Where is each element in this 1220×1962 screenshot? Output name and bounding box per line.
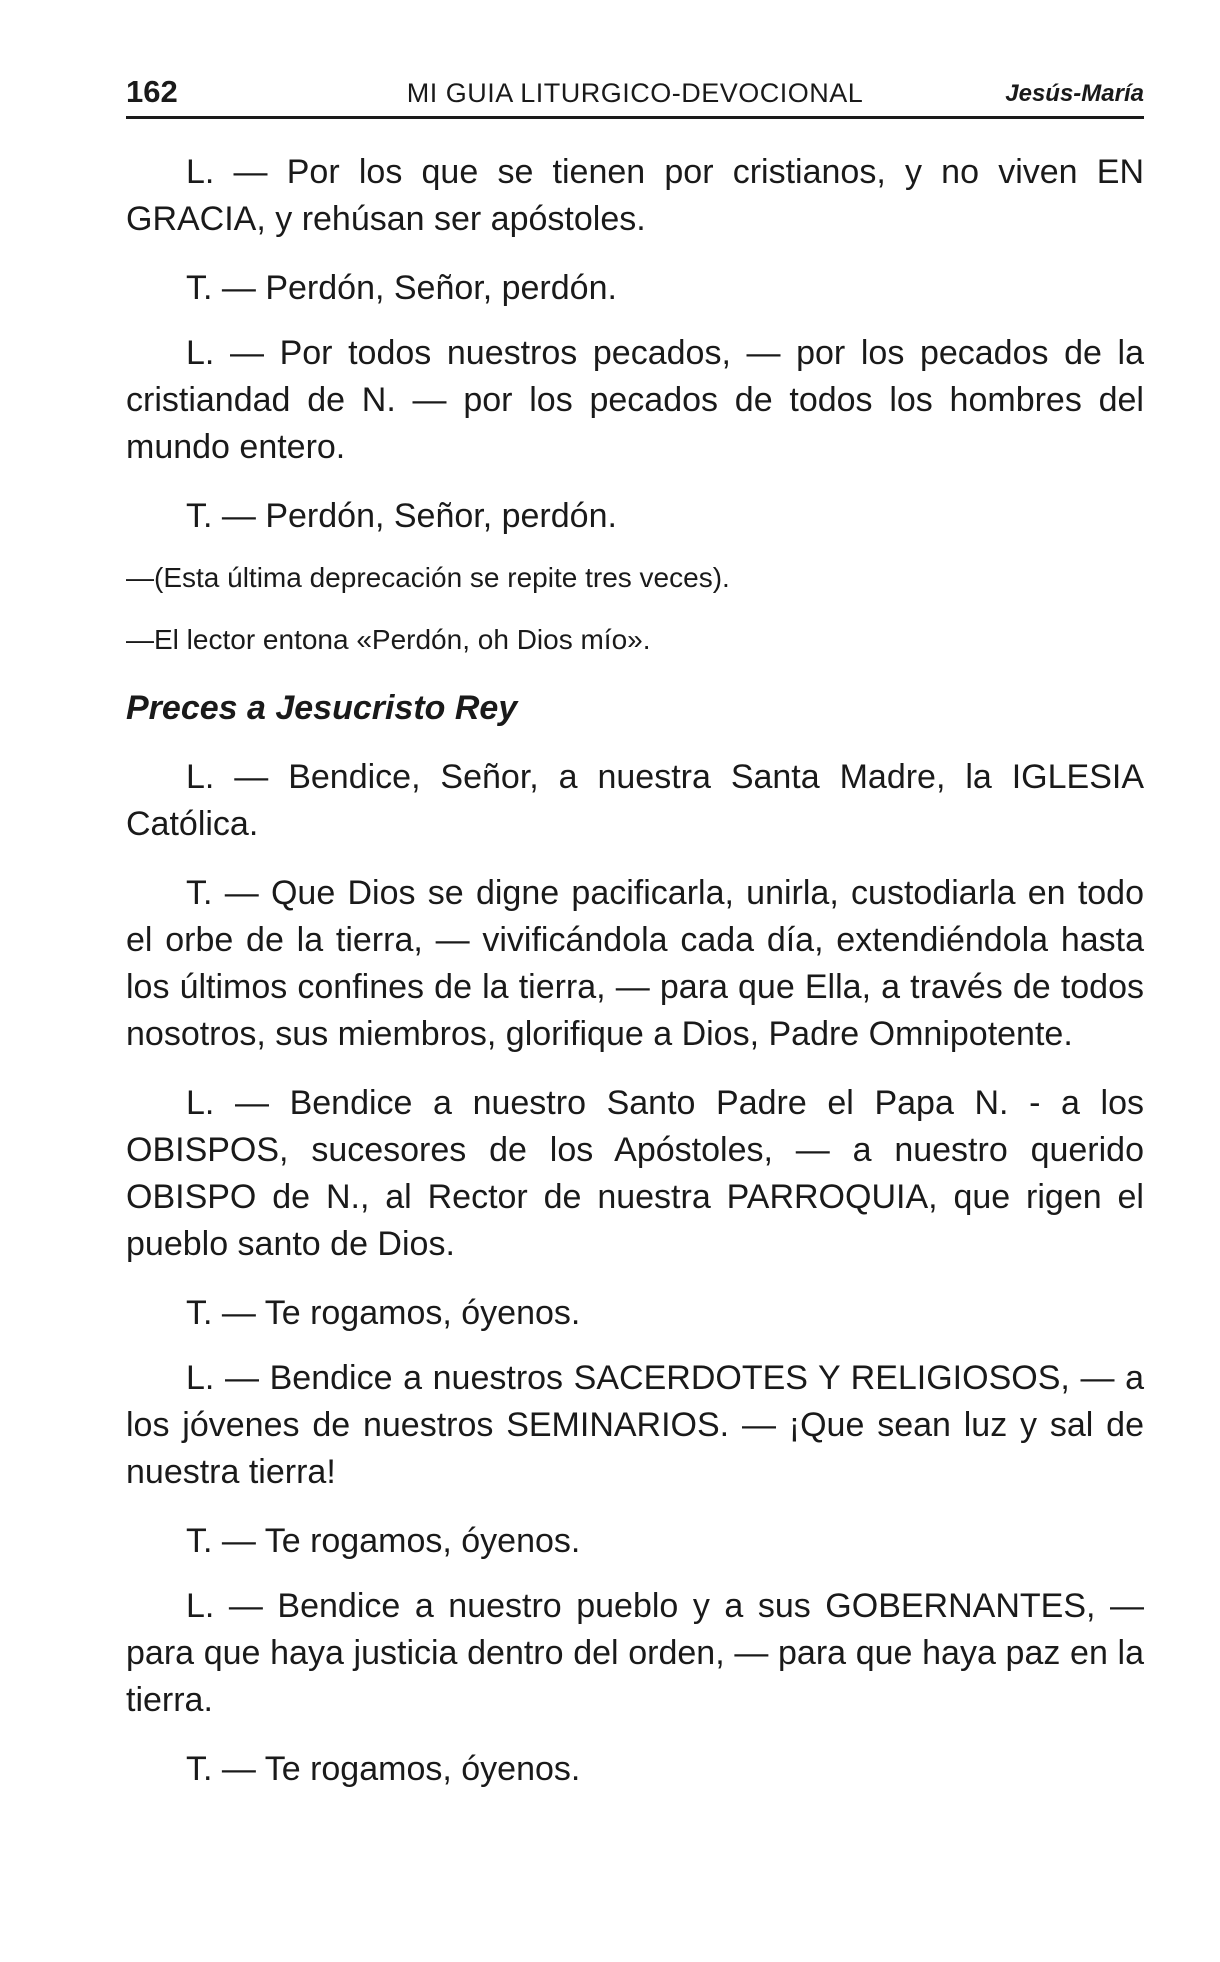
page-number: 162 — [126, 74, 178, 109]
rubric-note: —(Esta última deprecación se repite tres veces). — [126, 562, 730, 593]
book-title: MI GUIA LITURGICO-DEVOCIONAL — [406, 78, 864, 108]
versicle-paragraph: L. — Por todos nuestros pecados, — por los pecados de la cristiandad de N. — por los pecados de todos los hombres del mundo entero. — [126, 334, 1144, 466]
response-paragraph: T. — Te rogamos, óyenos. — [186, 1750, 581, 1788]
versicle-paragraph: L. — Bendice a nuestro pueblo y a sus GOBERNANTES, — para que haya justicia dentro del orden, — para que haya paz en la tierra. — [126, 1587, 1144, 1719]
running-head — [126, 60, 1144, 119]
response-paragraph: T. — Que Dios se digne pacificarla, unirla, custodiarla en todo el orbe de la tierra, — vivificándola cada día, extendiéndola hasta los últimos confines de la tierra, — para que Ella, a través de todos nosotros, sus miembros, glorifique a Dios, Padre Omnipotente. — [126, 874, 1144, 1053]
response-paragraph: T. — Te rogamos, óyenos. — [186, 1294, 581, 1332]
running-head-right: Jesús-María — [1005, 80, 1144, 107]
body-text — [126, 149, 1144, 1793]
response-paragraph: T. — Perdón, Señor, perdón. — [186, 497, 617, 535]
response-paragraph: T. — Perdón, Señor, perdón. — [186, 269, 617, 307]
versicle-paragraph: L. — Por los que se tienen por cristianos, y no viven EN GRACIA, y rehúsan ser apóstoles. — [126, 153, 1144, 238]
versicle-paragraph: L. — Bendice a nuestro Santo Padre el Papa N. - a los OBISPOS, sucesores de los Apóstoles, — a nuestro querido OBISPO de N., al Rector de nuestra PARROQUIA, que rigen el pueblo santo de Dios. — [126, 1084, 1144, 1263]
rubric-note: —El lector entona «Perdón, oh Dios mío». — [126, 624, 651, 655]
versicle-paragraph: L. — Bendice a nuestros SACERDOTES Y RELIGIOSOS, — a los jóvenes de nuestros SEMINARIOS. — ¡Que sean luz y sal de nuestra tierra! — [126, 1359, 1144, 1491]
versicle-paragraph: L. — Bendice, Señor, a nuestra Santa Madre, la IGLESIA Católica. — [126, 758, 1144, 843]
book-page — [126, 60, 1144, 1811]
response-paragraph: T. — Te rogamos, óyenos. — [186, 1522, 581, 1560]
section-title: Preces a Jesucristo Rey — [126, 689, 518, 727]
